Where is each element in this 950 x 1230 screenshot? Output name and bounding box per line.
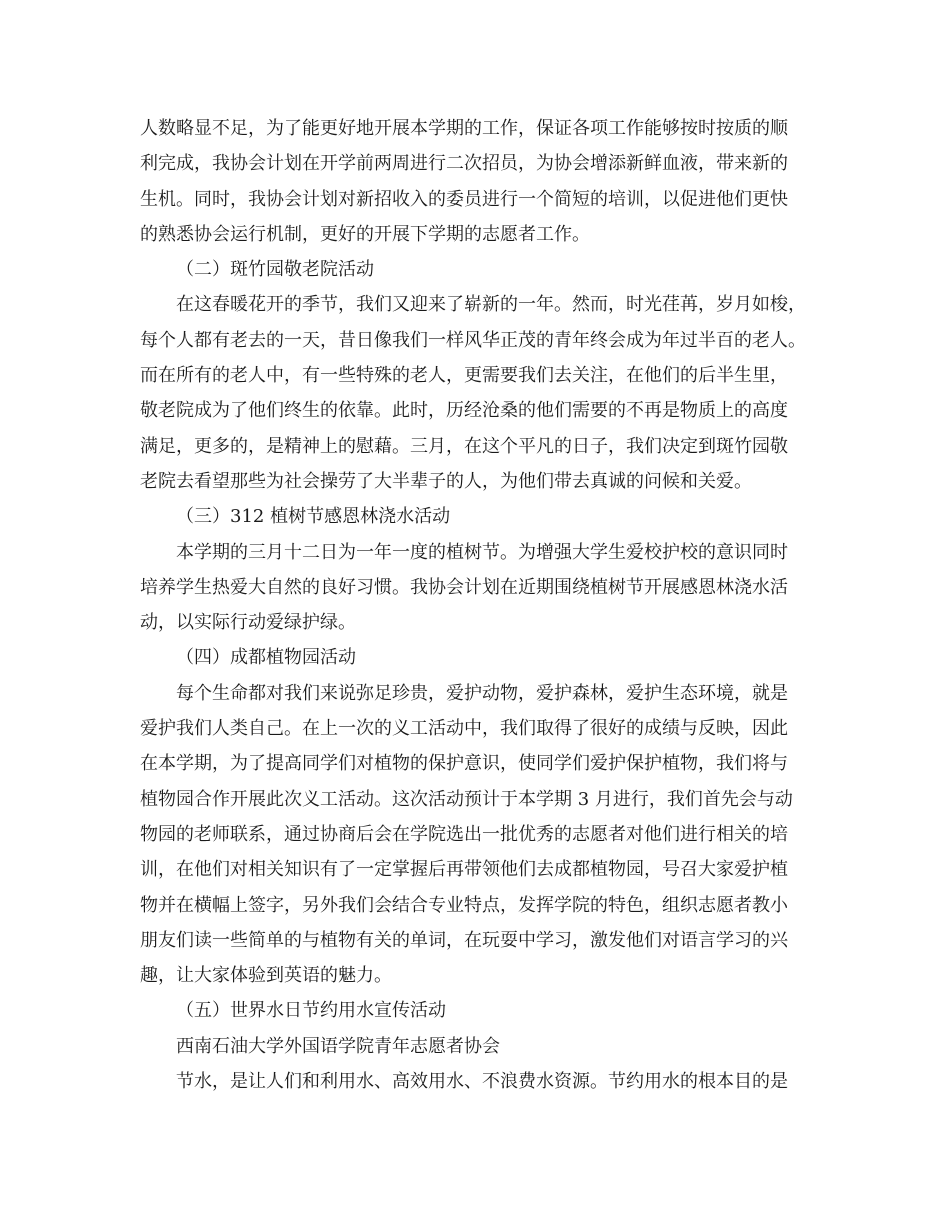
text-line: 在本学期，为了提高同学们对植物的保护意识，使同学们爱护保护植物，我们将与 bbox=[140, 753, 788, 775]
text-line: 爱护我们人类自己。在上一次的义工活动中，我们取得了很好的成绩与反映，因此 bbox=[140, 718, 788, 740]
text-line: 人数略显不足，为了能更好地开展本学期的工作，保证各项工作能够按时按质的顺 bbox=[140, 118, 788, 139]
text-line: （三）312 植树节感恩林浇水活动 bbox=[176, 506, 451, 528]
text-line: 满足，更多的，是精神上的慰藉。三月，在这个平凡的日子，我们决定到斑竹园敬 bbox=[140, 435, 788, 457]
text-line: 的熟悉协会运行机制，更好的开展下学期的志愿者工作。 bbox=[140, 223, 590, 245]
text-line: 物园的老师联系，通过协商后会在学院选出一批优秀的志愿者对他们进行相关的培 bbox=[140, 823, 788, 845]
text-line: 朋友们读一些简单的与植物有关的单词，在玩耍中学习，激发他们对语言学习的兴 bbox=[140, 929, 788, 951]
text-line: 每个人都有老去的一天，昔日像我们一样风华正茂的青年终会成为年过半百的老人。 bbox=[140, 329, 806, 351]
text-line: （四）成都植物园活动 bbox=[176, 647, 356, 669]
text-line: 节水，是让人们和利用水、高效用水、不浪费水资源。节约用水的根本目的是 bbox=[176, 1071, 788, 1093]
text-line: 每个生命都对我们来说弥足珍贵，爱护动物，爱护森林，爱护生态环境，就是 bbox=[176, 682, 788, 704]
text-line: 生机。同时，我协会计划对新招收入的委员进行一个简短的培训，以促进他们更快 bbox=[140, 188, 788, 210]
text-line: 老院去看望那些为社会操劳了大半辈子的人，为他们带去真诚的问候和关爱。 bbox=[140, 470, 752, 492]
text-line: 植物园合作开展此次义工活动。这次活动预计于本学期 3 月进行，我们首先会与动 bbox=[140, 788, 793, 810]
text-line: 训，在他们对相关知识有了一定掌握后再带领他们去成都植物园，号召大家爱护植 bbox=[140, 859, 788, 881]
text-line: 动，以实际行动爱绿护绿。 bbox=[140, 612, 356, 634]
text-line: 西南石油大学外国语学院青年志愿者协会 bbox=[176, 1035, 500, 1057]
text-line: 而在所有的老人中，有一些特殊的老人，更需要我们去关注，在他们的后半生里， bbox=[140, 365, 788, 387]
text-line: 本学期的三月十二日为一年一度的植树节。为增强大学生爱校护校的意识同时 bbox=[176, 541, 788, 563]
text-line: 物并在横幅上签字，另外我们会结合专业特点，发挥学院的特色，组织志愿者教小 bbox=[140, 894, 788, 916]
text-line: （五）世界水日节约用水宣传活动 bbox=[176, 1000, 446, 1022]
text-line: 培养学生热爱大自然的良好习惯。我协会计划在近期围绕植树节开展感恩林浇水活 bbox=[140, 576, 788, 598]
text-line: 利完成，我协会计划在开学前两周进行二次招员，为协会增添新鲜血液，带来新的 bbox=[140, 153, 788, 175]
text-line: （二）斑竹园敬老院活动 bbox=[176, 259, 374, 281]
text-line: 趣，让大家体验到英语的魅力。 bbox=[140, 965, 392, 987]
document-page bbox=[140, 111, 830, 1099]
text-line: 敬老院成为了他们终生的依靠。此时，历经沧桑的他们需要的不再是物质上的高度 bbox=[140, 400, 788, 422]
text-line: 在这春暖花开的季节，我们又迎来了崭新的一年。然而，时光荏苒，岁月如梭， bbox=[176, 294, 806, 316]
